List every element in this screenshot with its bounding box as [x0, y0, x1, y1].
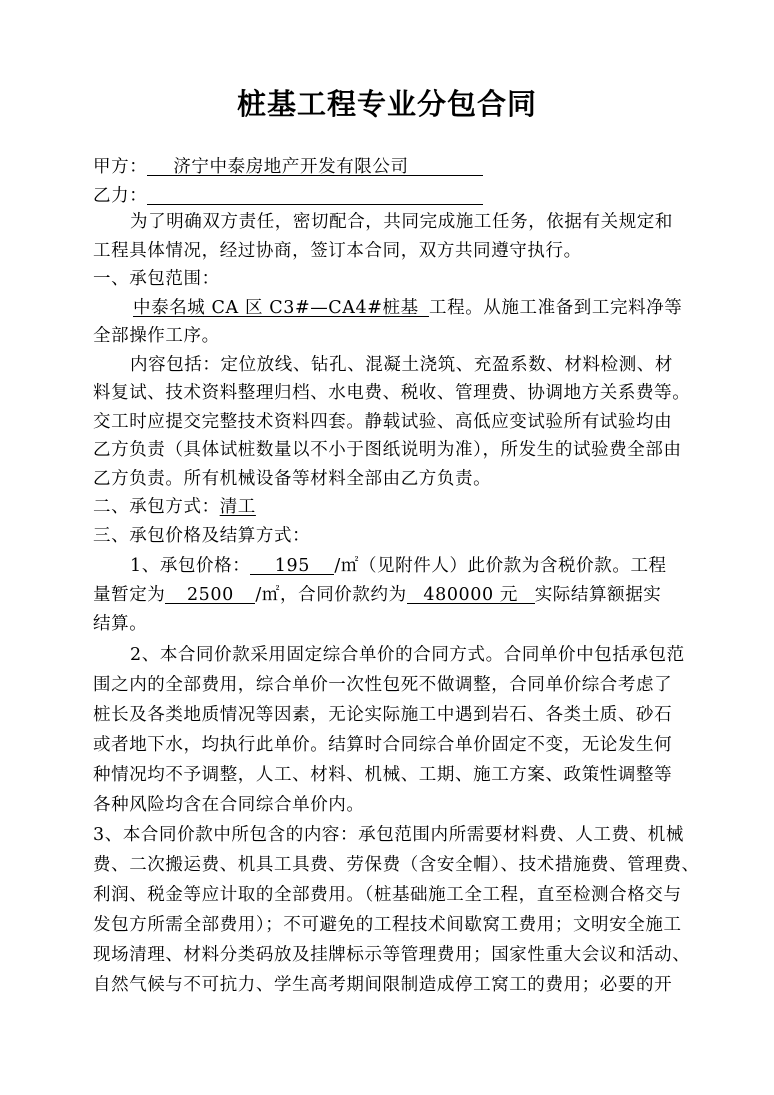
content-line-2: 料复试、技术资料整理归档、水电费、税收、管理费、协调地方关系费等。	[93, 383, 691, 403]
clause-2-line-3: 桩长及各类地质情况等因素，无论实际施工中遇到岩石、各类土质、砂石	[93, 705, 673, 725]
party-b-line	[93, 185, 693, 207]
party-a-field	[147, 156, 483, 176]
contract-mode: 清工	[219, 497, 256, 517]
section-3-heading: 三、承包价格及结算方式：	[93, 526, 311, 546]
price-prefix: 1、承包价格：	[130, 556, 251, 576]
scope-project: 中泰名城 CA 区 C3#—CA4#桩基	[133, 298, 419, 318]
clause-2-line-2: 围之内的全部费用，综合单价一次性包死不做调整，合同单价综合考虑了	[93, 675, 673, 695]
intro-line-1: 为了明确双方责任，密切配合，共同完成施工任务，依据有关规定和	[130, 212, 673, 232]
clause-2-line-1: 2、本合同价款采用固定综合单价的合同方式。合同单价中包括承包范	[130, 645, 685, 665]
party-a-line	[93, 156, 693, 178]
total-price-value: 480000 元	[423, 585, 519, 605]
party-b-label: 乙力：	[93, 186, 148, 206]
party-a-value: 济宁中泰房地产开发有限公司	[173, 157, 409, 177]
content-line-4: 乙方负责（具体试桩数量以不小于图纸说明为准），所发生的试验费全部由	[93, 440, 682, 460]
scope-suffix: 工程。从施工准备到工完料净等	[429, 298, 683, 318]
document-title: 桩基工程专业分包合同	[236, 87, 537, 121]
clause-2-line-4: 或者地下水，均执行此单价。结算时合同综合单价固定不变，无论发生何	[93, 735, 673, 755]
quantity-field	[165, 584, 255, 604]
clause-3-line-5: 现场清理、材料分类码放及挂牌标示等管理费用；国家性重大会议和活动、	[93, 945, 691, 965]
clause-3-line-3: 利润、税金等应计取的全部费用。（桩基础施工全工程，直至检测合格交与	[93, 885, 682, 905]
quantity-value: 2500	[186, 585, 234, 605]
quantity-suffix: 实际结算额据实	[534, 585, 662, 605]
section-2-line	[93, 496, 693, 518]
quantity-mid: /㎡，合同价款约为	[255, 585, 407, 605]
scope-line-2: 全部操作工序。	[93, 326, 220, 346]
scope-line-1	[133, 297, 733, 319]
section-2-label: 二、承包方式：	[93, 497, 220, 517]
settle-line: 结算。	[93, 614, 148, 634]
total-price-field	[407, 584, 535, 604]
quantity-line	[93, 584, 693, 606]
clause-2-line-6: 各种风险均含在合同综合单价内。	[93, 795, 365, 815]
clause-3-line-6: 自然气候与不可抗力、学生高考期间限制造成停工窝工的费用；必要的开	[93, 975, 673, 995]
quantity-prefix: 量暂定为	[93, 585, 166, 605]
unit-price-value: 195	[274, 556, 310, 576]
intro-line-2: 工程具体情况，经过协商，签订本合同，双方共同遵守执行。	[93, 241, 582, 261]
unit-price-field	[250, 555, 334, 575]
party-a-label: 甲方：	[93, 157, 148, 177]
price-unit: /㎡（见附件人）此价款为含税价款。工程	[334, 556, 667, 576]
scope-project-field	[133, 297, 429, 317]
clause-2-line-5: 种情况均不予调整，人工、材料、机械、工期、施工方案、政策性调整等	[93, 765, 673, 785]
section-1-heading: 一、承包范围：	[93, 269, 220, 289]
price-line	[130, 555, 730, 577]
clause-3-line-2: 费、二次搬运费、机具工具费、劳保费（含安全帽）、技术措施费、管理费、	[93, 855, 700, 875]
content-line-3: 交工时应提交完整技术资料四套。静载试验、高低应变试验所有试验均由	[93, 412, 673, 432]
content-line-1: 内容包括：定位放线、钻孔、混凝土浇筑、充盈系数、材料检测、材	[130, 355, 673, 375]
content-line-5: 乙方负责。所有机械设备等材料全部由乙方负责。	[93, 469, 492, 489]
clause-3-line-4: 发包方所需全部费用）；不可避免的工程技术间歇窝工费用；文明安全施工	[93, 915, 682, 935]
clause-3-line-1: 3、本合同价款中所包含的内容：承包范围内所需要材料费、人工费、机械	[93, 825, 684, 845]
party-b-field	[147, 185, 483, 205]
